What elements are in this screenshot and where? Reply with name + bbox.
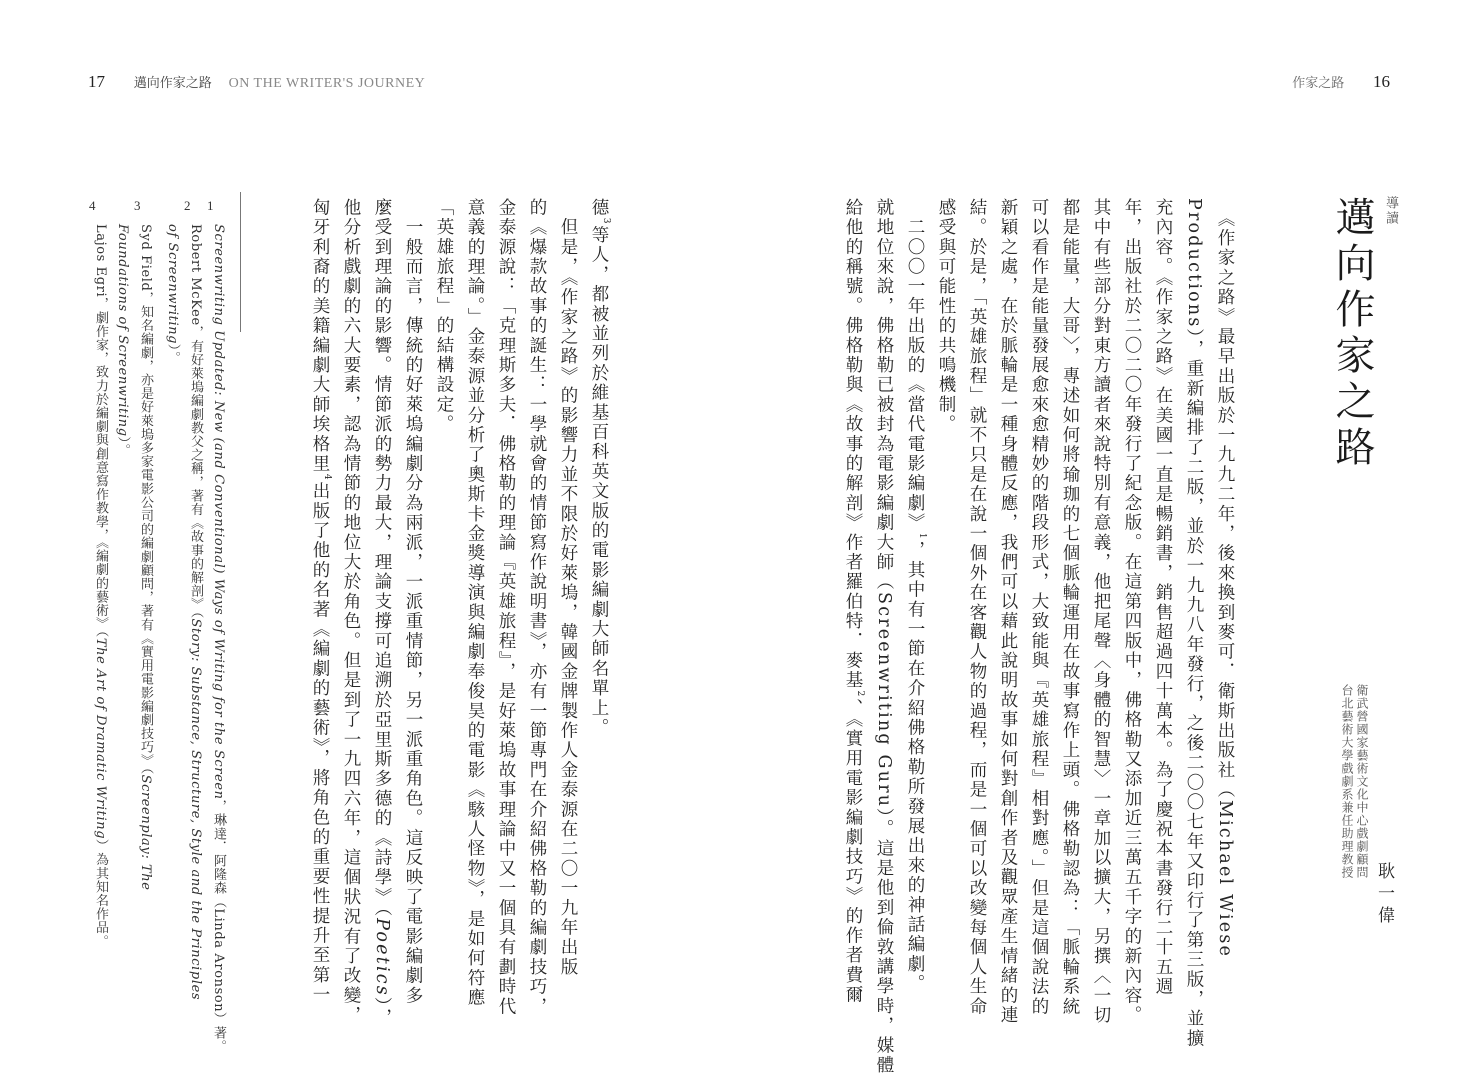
- author-affiliation-1: 衛武營國家藝術文化中心戲劇顧問: [1355, 684, 1369, 879]
- footnote-marker: 4: [321, 473, 332, 482]
- body-column: 都是能量，大哥〉，專述如何將瑜珈的七個脈輪運用在故事寫作上頭。佛格勒認為：「脈輪系統: [1060, 198, 1080, 1017]
- right-page-header: [1292, 72, 1390, 92]
- body-column: 德$^3$等人，都被並列於維基百科英文版的電影編劇大師名單上。: [589, 198, 611, 738]
- body-column: 的《爆款故事的誕生：一學就會的情節寫作說明書》，亦有一節專門在介紹佛格勒的編劇技巧，: [527, 198, 547, 1017]
- body-column: 意義的理論。」金泰源並分析了奧斯卡金獎導演與編劇奉俊昊的電影《駭人怪物》，是如何符應: [465, 198, 485, 1008]
- body-column: 年，出版社於二〇二〇年發行了紀念版。在這第四版中，佛格勒又添加近三萬五千字的新內容。: [1122, 198, 1142, 1026]
- body-column: 他分析戲劇的六大要素，認為情節的地位大於角色。但是到了一九四六年，這個狀況有了改變，: [341, 198, 361, 1026]
- footnote-text: Screenwriting Updated: New (and Conventional) Ways of Writing for the Screen，琳達．阿隆森（Linda Aronson）著。: [211, 224, 226, 1054]
- chapter-title: 邁向作家之路: [1329, 196, 1375, 472]
- body-column: 金泰源說：「克理斯多夫．佛格勒的理論『英雄旅程』，是好萊塢故事理論中又一個具有劃時代: [496, 198, 516, 1017]
- left-running-title-cn: 邁向作家之路: [133, 76, 212, 91]
- body-column: 感受與可能性的共鳴機制。: [936, 198, 956, 435]
- italic-text: Screenwriting Updated: New (and Conventional) Ways of Writing for the Screen: [211, 224, 226, 800]
- footnote-number: 3: [134, 198, 141, 213]
- body-column: 二〇〇一年出版的《當代電影編劇》$^1$，其中有一節在介紹佛格勒所發展出來的神話編劇。: [905, 198, 927, 994]
- italic-text: The Art of Dramatic Writing: [93, 637, 108, 840]
- author-affiliation-2: 台北藝術大學戲劇系兼任助理教授: [1340, 684, 1354, 879]
- body-column: 麼受到理論的影響。情節派的勢力最大，理論支撐可追溯於亞里斯多德的《詩學》（Poetics），: [372, 198, 392, 1028]
- italic-text: of Screenwriting: [165, 224, 180, 345]
- footnote-marker: 3: [600, 217, 611, 226]
- footnote-marker: 1: [916, 532, 927, 541]
- right-page-number: 16: [1373, 72, 1390, 91]
- footnote-number: 2: [184, 198, 191, 213]
- body-column: 「英雄旅程」的結構設定。: [434, 198, 454, 435]
- left-page-number: 17: [88, 72, 105, 91]
- footnote-divider: [240, 192, 241, 332]
- body-column: 但是，《作家之路》的影響力並不限於好萊塢，韓國金牌製作人金泰源在二〇一九年出版: [558, 198, 578, 978]
- footnote-marker: 2: [854, 690, 865, 699]
- italic-text: Foundations of Screenwriting: [115, 224, 130, 437]
- left-page-header: [88, 72, 425, 92]
- left-running-title-en: ON THE WRITER'S JOURNEY: [228, 76, 426, 91]
- body-column: 充內容。《作家之路》在美國一直是暢銷書，銷售超過四十萬本。為了慶祝本書發行二十五週: [1153, 198, 1173, 997]
- footnote-text: of Screenwriting）。: [165, 224, 180, 365]
- body-column: 《作家之路》最早出版於一九九二年，後來換到麥可．衛斯出版社（Michael Wiese: [1215, 198, 1235, 959]
- section-label: 導讀: [1383, 196, 1398, 226]
- right-running-title-cn: 作家之路: [1292, 76, 1345, 91]
- body-column: 給他的稱號。佛格勒與《故事的解剖》作者羅伯特．麥基$^2$、《實用電影編劇技巧》的作者費爾: [843, 198, 865, 1005]
- body-column: 一般而言，傳統的好萊塢編劇分為兩派，一派重情節，另一派重角色。這反映了電影編劇多: [403, 198, 423, 1006]
- footnote-text: Syd Field，知名編劇，亦是好萊塢多家電影公司的編劇顧問，著有《實用電影編劇技巧》（Screenplay: The: [138, 224, 153, 891]
- author-name: 耿一偉: [1374, 862, 1394, 928]
- body-column: 就地位來說，佛格勒已被封為電影編劇大師（Screenwriting Guru）。這是他到倫敦講學時，媒體: [874, 198, 894, 1075]
- footnote-text: Robert McKee，有好萊塢編劇教父之稱，著有《故事的解剖》（Story: Substance, Structure, Style and the Principles: [188, 224, 203, 1001]
- footnote-text: Lajos Egri，劇作家，致力於編劇與創意寫作教學，《編劇的藝術》（The Art of Dramatic Writing）為其知名作品。: [93, 224, 108, 948]
- body-column: 新穎之處，在於脈輪是一種身體反應，我們可以藉此說明故事如何對創作者及觀眾產生情緒的連: [998, 198, 1018, 1026]
- footnote-text: Foundations of Screenwriting）。: [115, 224, 130, 458]
- body-column: 結。於是，「英雄旅程」就不只是在說一個外在客觀人物的過程，而是一個可以改變每個人生命: [967, 198, 987, 1017]
- footnote-number: 4: [89, 198, 96, 213]
- body-column: 其中有些部分對東方讀者來說特別有意義，他把尾聲〈身體的智慧〉一章加以擴大，另撰〈一切: [1091, 198, 1111, 1026]
- body-column: Productions），重新編排了二版，並於一九九八年發行，之後二〇〇七年又印行了第三版，並擴: [1184, 198, 1204, 1049]
- body-column: 匈牙利裔的美籍編劇大師埃格里$^4$出版了他的名著《編劇的藝術》，將角色的重要性提升至第一: [310, 198, 332, 1005]
- body-column: 可以看作是能量發展愈來愈精妙的階段形式，大致能與『英雄旅程』相對應。」但是這個說法的: [1029, 198, 1049, 1017]
- italic-text: Screenplay: The: [138, 774, 153, 891]
- footnote-number: 1: [207, 198, 214, 213]
- italic-text: Story: Substance, Structure, Style and the Principles: [188, 618, 203, 1001]
- italic-text: Poetics: [372, 918, 392, 997]
